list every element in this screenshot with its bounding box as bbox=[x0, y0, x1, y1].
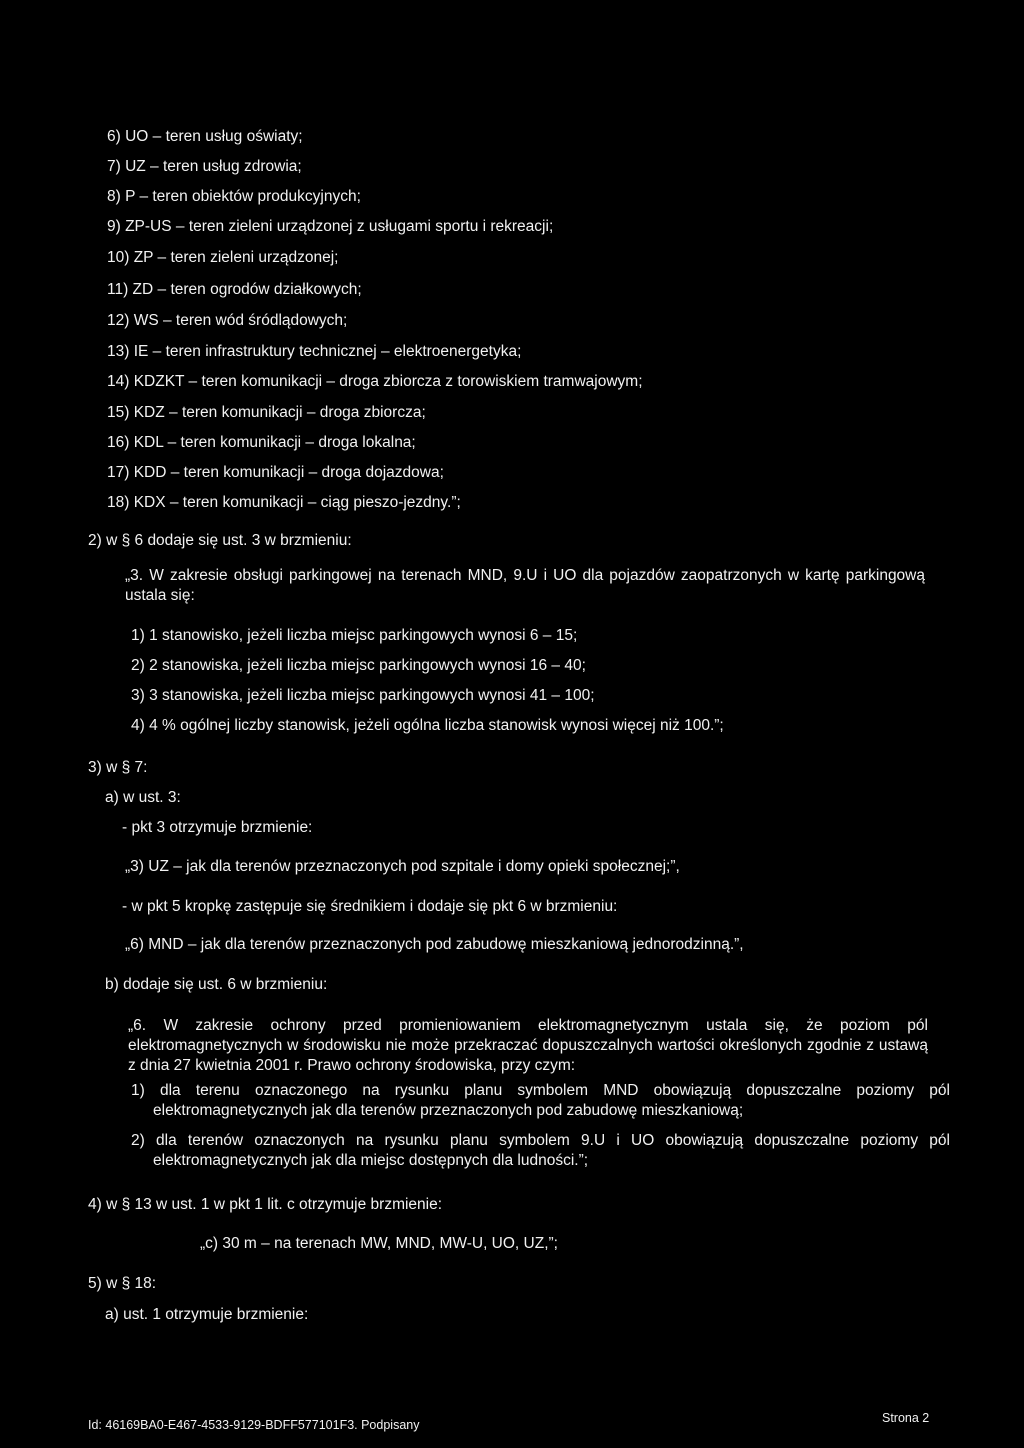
section-4-quote: „c) 30 m – na terenach MW, MND, MW-U, UO, UZ,”; bbox=[200, 1235, 558, 1252]
section-3-b-item-1: 1) dla terenu oznaczonego na rysunku planu symbolem MND obowiązują dopuszczalne poziomy pól elektromagnetycznych jak dla terenów przeznaczonych pod zabudowę mieszkaniową; bbox=[131, 1082, 950, 1119]
section-2-item: 1) 1 stanowisko, jeżeli liczba miejsc parkingowych wynosi 6 – 15; bbox=[131, 627, 578, 644]
section-3-subpoint-b: b) dodaje się ust. 6 w brzmieniu: bbox=[105, 976, 328, 993]
list-item: 10) ZP – teren zieleni urządzonej; bbox=[107, 249, 339, 266]
list-item: 16) KDL – teren komunikacji – droga lokalna; bbox=[107, 434, 416, 451]
list-item: 11) ZD – teren ogrodów działkowych; bbox=[107, 281, 362, 298]
section-3-heading: 3) w § 7: bbox=[88, 759, 148, 776]
list-item: 12) WS – teren wód śródlądowych; bbox=[107, 312, 348, 329]
section-3-a-dash-2: - w pkt 5 kropkę zastępuje się średnikiem i dodaje się pkt 6 w brzmieniu: bbox=[122, 898, 618, 915]
section-5-subpoint-a: a) ust. 1 otrzymuje brzmienie: bbox=[105, 1306, 309, 1323]
section-3-subpoint-a: a) w ust. 3: bbox=[105, 789, 181, 806]
section-3-a-quote-2: „6) MND – jak dla terenów przeznaczonych pod zabudowę mieszkaniową jednorodzinną.”, bbox=[125, 936, 744, 953]
section-2-heading: 2) w § 6 dodaje się ust. 3 w brzmieniu: bbox=[88, 532, 352, 549]
list-item: 17) KDD – teren komunikacji – droga dojazdowa; bbox=[107, 464, 444, 481]
section-2-item: 2) 2 stanowiska, jeżeli liczba miejsc parkingowych wynosi 16 – 40; bbox=[131, 657, 586, 674]
list-item: 8) P – teren obiektów produkcyjnych; bbox=[107, 188, 361, 205]
section-4-heading: 4) w § 13 w ust. 1 w pkt 1 lit. c otrzymuje brzmienie: bbox=[88, 1196, 443, 1213]
section-3-a-dash-1: - pkt 3 otrzymuje brzmienie: bbox=[122, 819, 313, 836]
list-item: 6) UO – teren usług oświaty; bbox=[107, 128, 303, 145]
list-item: 18) KDX – teren komunikacji – ciąg pieszo-jezdny.”; bbox=[107, 494, 461, 511]
section-3-a-quote-1: „3) UZ – jak dla terenów przeznaczonych pod szpitale i domy opieki społecznej;”, bbox=[125, 858, 680, 875]
list-item: 15) KDZ – teren komunikacji – droga zbiorcza; bbox=[107, 404, 426, 421]
list-item: 7) UZ – teren usług zdrowia; bbox=[107, 158, 302, 175]
document-id-footer: Id: 46169BA0-E467-4533-9129-BDFF577101F3. Podpisany bbox=[88, 1418, 420, 1432]
section-3-b-item-2: 2) dla terenów oznaczonych na rysunku planu symbolem 9.U i UO obowiązują dopuszczalne poziomy pól elektromagnetycznych jak dla miejsc dostępnych dla ludności.”; bbox=[131, 1132, 950, 1169]
list-item: 9) ZP-US – teren zieleni urządzonej z usługami sportu i rekreacji; bbox=[107, 218, 554, 235]
list-item: 14) KDZKT – teren komunikacji – droga zbiorcza z torowiskiem tramwajowym; bbox=[107, 373, 643, 390]
section-2-item: 3) 3 stanowiska, jeżeli liczba miejsc parkingowych wynosi 41 – 100; bbox=[131, 687, 595, 704]
section-2-paragraph: „3. W zakresie obsługi parkingowej na terenach MND, 9.U i UO dla pojazdów zaopatrzonych w kartę parkingową ustala się: bbox=[125, 567, 925, 604]
section-5-heading: 5) w § 18: bbox=[88, 1275, 157, 1292]
page-number: Strona 2 bbox=[882, 1411, 930, 1425]
section-3-b-paragraph: „6. W zakresie ochrony przed promieniowaniem elektromagnetycznym ustala się, że poziom pól elektromagnetycznych w środowisku nie może przekraczać dopuszczalnych wartości określonych zgodnie z ustawą z dnia 27 kwietnia 2001 r. Prawo ochrony środowiska, przy czym: bbox=[128, 1017, 928, 1074]
section-2-item: 4) 4 % ogólnej liczby stanowisk, jeżeli ogólna liczba stanowisk wynosi więcej niż 100.”; bbox=[131, 717, 724, 734]
list-item: 13) IE – teren infrastruktury technicznej – elektroenergetyka; bbox=[107, 343, 522, 360]
